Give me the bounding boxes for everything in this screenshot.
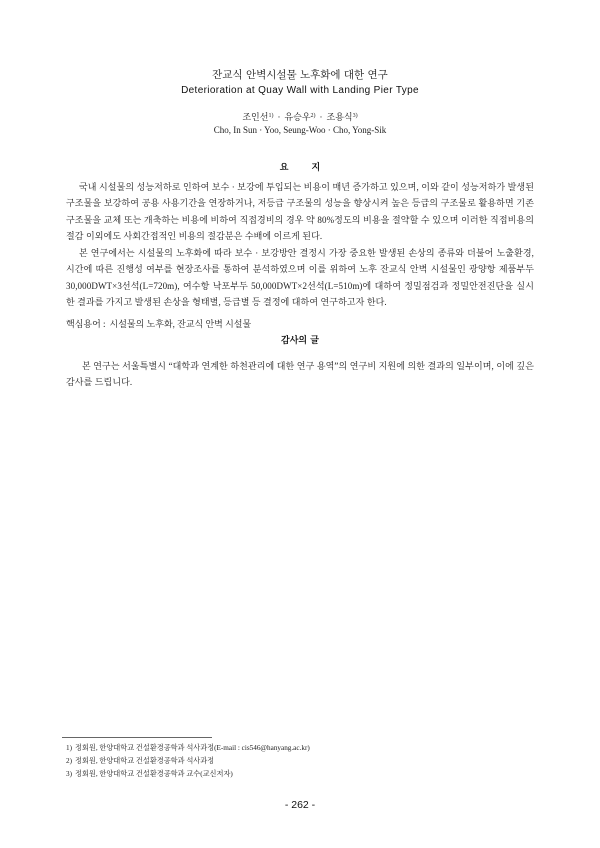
main-column: [66, 0, 534, 391]
author-name: 조용식: [326, 112, 353, 122]
abstract-paragraph: 국내 시설물의 성능저하로 인하여 보수 · 보강에 투입되는 비용이 매년 증가하고 있으며, 이와 같이 성능저하가 발생된 구조물을 보강하여 공용 사용기간을 연장하거나, 저등급 구조물의 성능을 향상시켜 높은 등급의 구조물로 활용하면 기존 구조물을 교체 또는 개축하는 비용에 비하여 직접경비의 경우 약 80%정도의 비용을 절약할 수 있으며 이러한 직접비용의 절감 이외에도 사회간접적인 비용의 절감분은 수배에 이르게 된다.: [66, 181, 534, 242]
author-list-english: Cho, In Sun · Yoo, Seung-Woo · Cho, Yong-Sik: [213, 125, 387, 135]
paper-title-korean: 잔교식 안벽시설물 노후화에 대한 연구: [212, 69, 388, 81]
acknowledgment-heading: 감사의 글: [281, 336, 319, 347]
abstract-body: [66, 179, 534, 311]
footnote: [66, 755, 534, 768]
acknowledgment-body: [66, 358, 534, 391]
author-name: 유승우: [284, 112, 311, 122]
footnote-mark: 1): [66, 744, 72, 752]
keywords-text: 시설물의 노후화, 잔교식 안벽 시설물: [109, 318, 252, 329]
author-separator: ·: [277, 112, 281, 122]
footnote-text: 정회원, 한양대학교 건설환경공학과 교수(교신저자): [75, 770, 233, 779]
footnote: [66, 742, 534, 755]
abstract-paragraph: 본 연구에서는 시설물의 노후화에 따라 보수 · 보강방안 결정시 가장 중요한 발생된 손상의 종류와 더불어 노출환경, 시간에 따른 진행성 여부를 현장조사를 통하여 분석하였으며 이를 위하여 노후 잔교식 안벽 시설물인 광양항 제품부두 30,000DWT×3선석(L=720m), 여수항 낙포부두 50,000DWT×2선석(L=510m)에 대하여 정밀점검과 정밀안전진단을 실시한 결과를 가지고 발생된 손상을 형태별, 등급별 등 결정에 대하여 연구하고자 한다.: [66, 247, 534, 308]
author-footnote-mark: 2): [310, 113, 316, 119]
footnote-text: 정회원, 한양대학교 건설환경공학과 석사과정(E-mail : cis546@hanyang.ac.kr): [75, 744, 310, 752]
author-footnote-mark: 1): [268, 113, 274, 119]
footnote-mark: 3): [66, 770, 72, 779]
footnote-mark: 2): [66, 757, 72, 766]
footnote: [66, 768, 534, 781]
author-list-korean: [66, 110, 534, 124]
author-separator: ·: [319, 112, 323, 122]
acknowledgment-paragraph: 본 연구는 서울특별시 “대학과 연계한 하천관리에 대한 연구 용역”의 연구비 지원에 의한 결과의 일부이며, 이에 깊은 감사를 드립니다.: [66, 360, 534, 388]
footnote-text: 정회원, 한양대학교 건설환경공학과 석사과정: [75, 757, 215, 766]
keywords-label: 핵심용어 :: [66, 318, 106, 329]
paper-title-english: Deterioration at Quay Wall with Landing Pier Type: [181, 85, 419, 96]
footnote-list: [66, 742, 534, 782]
keywords-line: [66, 316, 534, 333]
footnote-separator: [62, 737, 212, 738]
abstract-heading: 요 지: [279, 163, 321, 173]
page-number: - 262 -: [284, 799, 316, 811]
author-name: 조인선: [242, 112, 269, 122]
author-footnote-mark: 3): [352, 113, 358, 119]
